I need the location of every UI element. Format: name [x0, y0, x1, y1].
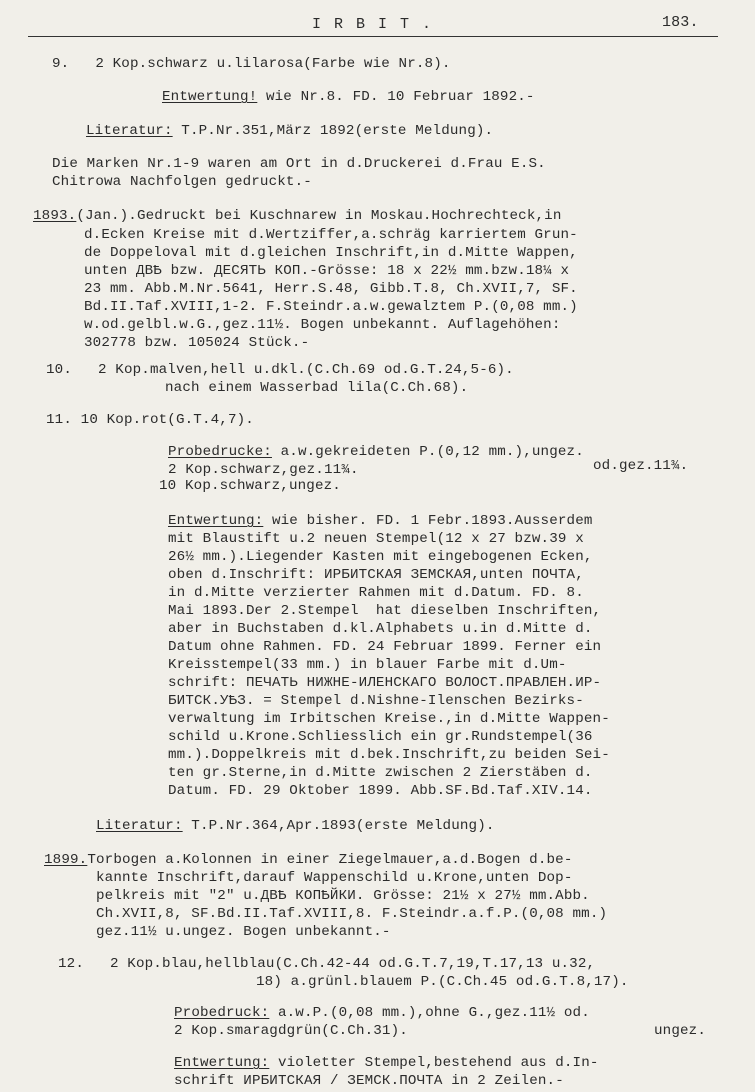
issue-1899-line: gez.11½ u.ungez. Bogen unbekannt.- — [96, 924, 391, 940]
issue-1899-line: kannte Inschrift,darauf Wappenschild u.Krone,unten Dop- — [96, 870, 573, 886]
entwertung-line: ten gr.Sterne,in d.Mitte zwischen 2 Zierstäben d. — [168, 765, 593, 781]
printing-note-line: Die Marken Nr.1-9 waren am Ort in d.Druckerei d.Frau E.S. — [52, 156, 546, 172]
entry-11-entwertung — [168, 514, 593, 528]
entry-9-title: 9. 2 Kop.schwarz u.lilarosa(Farbe wie Nr.8). — [52, 56, 451, 72]
entwertung-line: oben d.Inschrift: ИРБИТСКАЯ ЗЕМСКАЯ,unten ПОЧТА, — [168, 567, 584, 583]
entry-11-probe-line: od.gez.11¾. — [593, 458, 689, 474]
issue-1893-line: 23 mm. Abb.M.Nr.5641, Herr.S.48, Gibb.T.8, Ch.XVII,7, SF. — [84, 281, 578, 297]
probedrucke-label: Probedrucke: — [168, 444, 272, 460]
entry-9-entwertung — [162, 90, 535, 104]
entry-12-probedruck — [174, 1006, 590, 1020]
entwertung-line: mm.).Doppelkreis mit d.bek.Inschrift,zu beiden Sei- — [168, 747, 610, 763]
entry-10-title: 10. 2 Kop.malven,hell u.dkl.(C.Ch.69 od.G.T.24,5-6). — [46, 362, 514, 378]
entwertung-text: wie Nr.8. FD. 10 Februar 1892.- — [257, 89, 535, 105]
issue-1899-line: pelkreis mit "2" u.ДВѢ КОПѢЙКИ. Grösse: 21½ x 27½ mm.Abb. — [96, 888, 590, 904]
entwertung-line: in d.Mitte verzierter Rahmen mit d.Datum. FD. 8. — [168, 585, 584, 601]
issue-1893-line: unten ДВѢ bzw. ДЕСЯТЬ КОП.-Grösse: 18 x 22½ mm.bzw.18¼ x — [84, 263, 570, 279]
entwertung-line: Mai 1893.Der 2.Stempel hat dieselben Inschriften, — [168, 603, 602, 619]
header-rule — [28, 36, 718, 37]
entwertung-line: schild u.Krone.Schliesslich ein gr.Rundstempel(36 — [168, 729, 593, 745]
entwertung-label: Entwertung: — [168, 513, 264, 529]
literatur-text: T.P.Nr.364,Apr.1893(erste Meldung). — [182, 818, 495, 834]
issue-1893-line: 302778 bzw. 105024 Stück.- — [84, 335, 310, 351]
entry-9-literatur — [86, 124, 493, 138]
entwertung-line: mit Blaustift u.2 neuen Stempel(12 x 27 bzw.39 x — [168, 531, 584, 547]
issue-1893-line: w.od.gelbl.w.G.,gez.11½. Bogen unbekannt. Auflagehöhen: — [84, 317, 561, 333]
entwertung-text: wie bisher. FD. 1 Febr.1893.Ausserdem — [263, 513, 593, 529]
issue-1893-line — [33, 209, 562, 223]
issue-text: (Jan.).Gedruckt bei Kuschnarew in Moskau.Hochrechteck,in — [76, 208, 562, 224]
entwertung-line: Kreisstempel(33 mm.) in blauer Farbe mit d.Um- — [168, 657, 567, 673]
literatur-label: Literatur: — [86, 123, 173, 139]
entwertung-line: БИТСК.УѢЗ. = Stempel d.Nishne-Ilenschen Bezirks- — [168, 693, 584, 709]
entry-11-probe-line: 2 Kop.schwarz,gez.11¾. — [168, 462, 359, 478]
entwertung-line: 26½ mm.).Liegender Kasten mit eingebogenen Ecken, — [168, 549, 593, 565]
entry-11-title: 11. 10 Kop.rot(G.T.4,7). — [46, 412, 254, 428]
entwertung-line: schrift ИРБИТСКАЯ / ЗЕМСК.ПОЧТА in 2 Zeilen.- — [174, 1073, 564, 1089]
entry-11-literatur — [96, 819, 495, 833]
issue-text: Torbogen a.Kolonnen in einer Ziegelmauer,a.d.Bogen d.be- — [87, 852, 573, 868]
entry-12-probe-line: ungez. — [654, 1023, 706, 1039]
issue-1893-line: de Doppeloval mit d.gleichen Inschrift,in d.Mitte Wappen, — [84, 245, 578, 261]
issue-year: 1899. — [44, 852, 88, 868]
entwertung-line: verwaltung im Irbitschen Kreise.,in d.Mitte Wappen- — [168, 711, 610, 727]
entwertung-label: Entwertung: — [174, 1055, 270, 1071]
entwertung-line: Datum ohne Rahmen. FD. 24 Februar 1899. Ferner ein — [168, 639, 602, 655]
entwertung-label: Entwertung! — [162, 89, 258, 105]
probedruck-text: a.w.P.(0,08 mm.),ohne G.,gez.11½ od. — [269, 1005, 590, 1021]
printing-note-line: Chitrowa Nachfolgen gedruckt.- — [52, 174, 312, 190]
probedrucke-text: a.w.gekreideten P.(0,12 mm.),ungez. — [271, 444, 584, 460]
probedruck-label: Probedruck: — [174, 1005, 270, 1021]
entwertung-line: schrift: ПЕЧАТЬ НИЖНЕ-ИЛЕНСКАГО ВОЛОСТ.ПРАВЛЕН.ИР- — [168, 675, 602, 691]
entry-12-entwertung — [174, 1056, 599, 1070]
entry-11-probedrucke — [168, 445, 584, 459]
entry-12-line: 18) a.grünl.blauem P.(C.Ch.45 od.G.T.8,17). — [256, 974, 629, 990]
entwertung-line: aber in Buchstaben d.kl.Alphabets u.in d.Mitte d. — [168, 621, 593, 637]
issue-1899-line: Ch.XVII,8, SF.Bd.II.Taf.XVIII,8. F.Steindr.a.f.P.(0,08 mm.) — [96, 906, 608, 922]
entwertung-text: violetter Stempel,bestehend aus d.In- — [269, 1055, 599, 1071]
literatur-label: Literatur: — [96, 818, 183, 834]
issue-1893-line: Bd.II.Taf.XVIII,1-2. F.Steindr.a.w.gewalztem P.(0,08 mm.) — [84, 299, 578, 315]
entry-12-probe-line: 2 Kop.smaragdgrün(C.Ch.31). — [174, 1023, 408, 1039]
literatur-text: T.P.Nr.351,März 1892(erste Meldung). — [172, 123, 494, 139]
issue-year: 1893. — [33, 208, 77, 224]
issue-1893-line: d.Ecken Kreise mit d.Wertziffer,a.schräg karriertem Grun- — [84, 227, 578, 243]
issue-1899-line — [44, 853, 573, 867]
page-header-title: I R B I T . — [312, 16, 434, 33]
entry-10-line: nach einem Wasserbad lila(C.Ch.68). — [165, 380, 469, 396]
page-number: 183. — [662, 14, 699, 31]
entry-11-probe-line: 10 Kop.schwarz,ungez. — [159, 478, 341, 494]
entwertung-line: Datum. FD. 29 Oktober 1899. Abb.SF.Bd.Taf.XIV.14. — [168, 783, 593, 799]
entry-12-title: 12. 2 Kop.blau,hellblau(C.Ch.42-44 od.G.T.7,19,T.17,13 u.32, — [58, 956, 596, 972]
